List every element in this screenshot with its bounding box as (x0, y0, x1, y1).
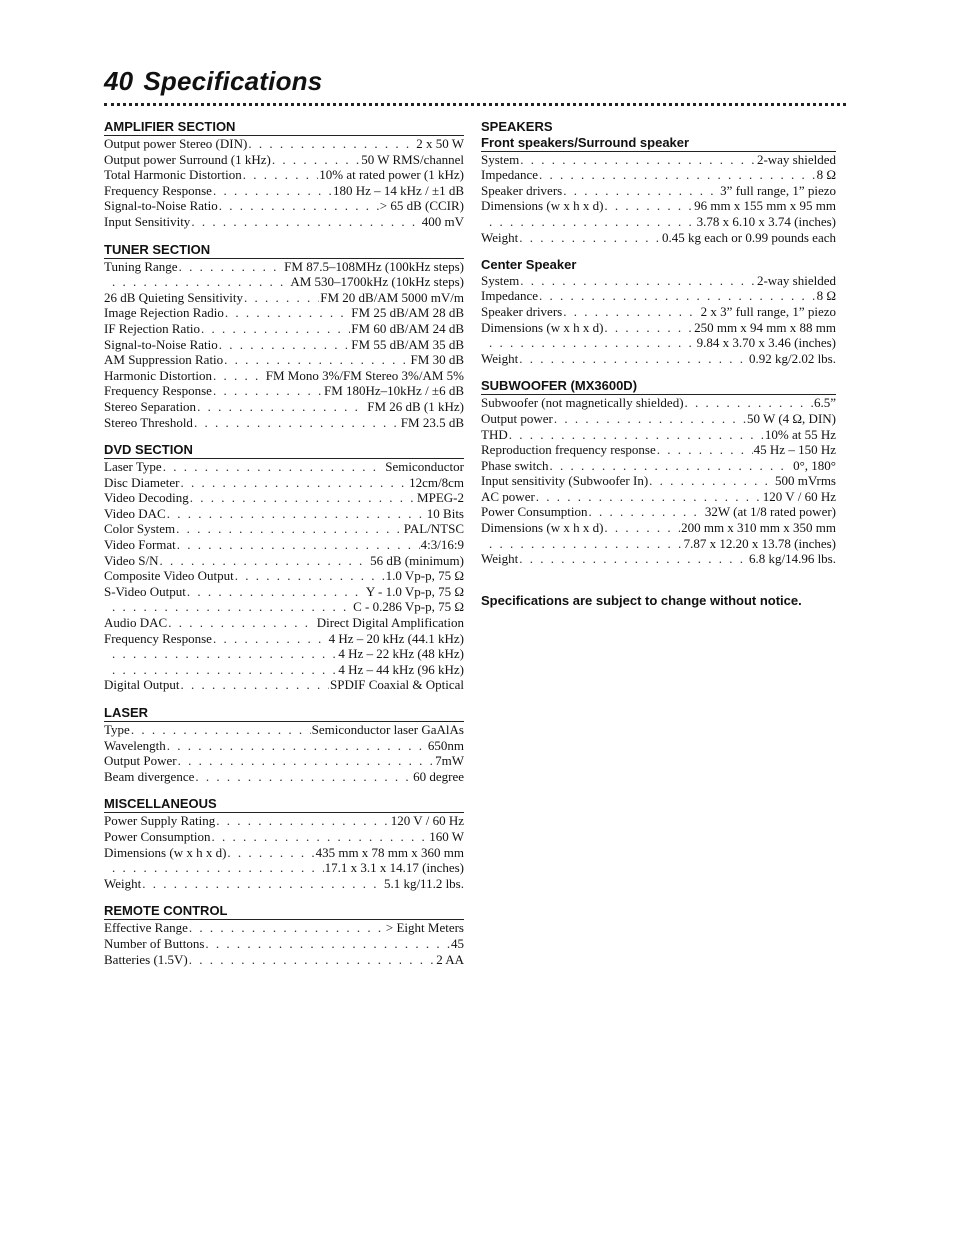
dot-leader (177, 537, 420, 553)
spec-value: FM 55 dB/AM 35 dB (351, 336, 464, 352)
spec-label: Frequency Response (104, 383, 212, 399)
spec-label: Weight (481, 229, 519, 245)
spec-row (104, 490, 464, 506)
spec-value: Direct Digital Amplification (316, 615, 464, 631)
spec-label: Wavelength (104, 737, 166, 753)
dot-leader (244, 290, 319, 306)
dot-leader (159, 553, 369, 569)
spec-label: Beam divergence (104, 768, 195, 784)
spec-label: Dimensions (w x h x d) (481, 319, 604, 335)
spec-value: Semiconductor laser GaAlAs (311, 722, 464, 737)
spec-value: 50 W RMS/channel (361, 151, 464, 167)
spec-row (104, 769, 464, 785)
spec-label: Digital Output (104, 677, 180, 693)
spec-value: FM 26 dB (1 kHz) (367, 398, 464, 414)
spec-label: Stereo Threshold (104, 414, 193, 430)
dot-leader (536, 489, 762, 505)
spec-label: AM Suppression Ratio (104, 352, 224, 368)
spec-row (481, 427, 836, 443)
dot-leader (190, 490, 416, 506)
dot-leader (539, 288, 816, 304)
section-heading-dvd-section: DVD SECTION (104, 442, 193, 458)
spec-label: Impedance (481, 288, 539, 304)
spec-row (104, 553, 464, 569)
spec-value: 12cm/8cm (409, 474, 464, 490)
spec-row (104, 829, 464, 845)
right-sections (481, 119, 836, 567)
spec-label: Effective Range (104, 920, 188, 936)
spec-row (104, 568, 464, 584)
spec-value: 50 W (4 Ω, DIN) (747, 410, 836, 426)
spec-label: Video Decoding (104, 490, 189, 506)
spec-row (104, 813, 464, 829)
dot-leader (243, 167, 319, 183)
dot-leader (563, 304, 699, 320)
spec-label: Weight (481, 551, 519, 567)
dot-leader (519, 351, 748, 367)
change-notice: Specifications are subject to change without notice. (481, 592, 802, 608)
spec-row (104, 305, 464, 321)
spec-value: 17.1 x 3.1 x 14.17 (inches) (324, 860, 464, 876)
section-heading-subwoofer-mx3600d: SUBWOOFER (MX3600D) (481, 378, 638, 394)
dot-leader (213, 383, 323, 399)
spec-label: Composite Video Output (104, 568, 234, 584)
spec-row (481, 198, 836, 214)
spec-value: 10% at 55 Hz (764, 426, 836, 442)
spec-label: Image Rejection Radio (104, 305, 224, 321)
spec-value: 5.1 kg/11.2 lbs. (383, 875, 464, 891)
spec-label: Dimensions (w x h x d) (481, 520, 604, 536)
spec-label: IF Rejection Ratio (104, 320, 201, 336)
spec-row (104, 952, 464, 968)
dot-leader (112, 274, 289, 290)
section-subwoofer-mx3600d (481, 378, 836, 567)
dot-leader (167, 506, 426, 522)
spec-value: 45 (451, 935, 464, 951)
spec-row (104, 183, 464, 199)
dot-leader (550, 458, 793, 474)
spec-value: 200 mm x 310 mm x 350 mm (681, 520, 836, 536)
dot-leader (201, 321, 350, 337)
spec-label: Batteries (1.5V) (104, 951, 188, 967)
spec-row (104, 860, 464, 876)
spec-row (104, 274, 464, 290)
spec-value: 650nm (427, 737, 464, 753)
dot-leader (604, 520, 680, 536)
dot-leader (131, 722, 311, 738)
section-remote-control (104, 903, 464, 967)
spec-label: Subwoofer (not magnetically shielded) (481, 395, 684, 411)
spec-label: Speaker drivers (481, 182, 563, 198)
spec-value: FM 25 dB/AM 28 dB (351, 305, 464, 321)
spec-row (481, 351, 836, 367)
spec-value: 0.45 kg each or 0.99 pounds each (661, 229, 836, 245)
spec-row (104, 321, 464, 337)
dot-leader (489, 536, 683, 552)
spec-row (104, 290, 464, 306)
spec-value: 6.5” (813, 395, 836, 411)
dot-leader (224, 352, 409, 368)
dot-leader (213, 368, 265, 384)
dot-leader (180, 677, 329, 693)
spec-value: Y - 1.0 Vp-p, 75 Ω (365, 583, 464, 599)
spec-value: 7.87 x 12.20 x 13.78 (inches) (683, 535, 836, 551)
spec-row (481, 411, 836, 427)
spec-row (481, 335, 836, 351)
spec-label: Stereo Separation (104, 398, 197, 414)
dot-leader (235, 568, 385, 584)
spec-row (104, 631, 464, 647)
spec-label: Audio DAC (104, 615, 168, 631)
spec-label: Video S/N (104, 552, 159, 568)
dot-leader (197, 399, 366, 415)
spec-label: Phase switch (481, 457, 549, 473)
dot-leader (657, 442, 753, 458)
section-dvd-section (104, 442, 464, 693)
spec-value: 4 Hz – 20 kHz (44.1 kHz) (328, 630, 464, 646)
dot-leader (195, 769, 412, 785)
section-heading-speakers: SPEAKERS (481, 119, 553, 134)
spec-value: 250 mm x 94 mm x 88 mm (694, 319, 836, 335)
dot-leader (189, 920, 385, 936)
dot-leader (509, 427, 764, 443)
spec-row (104, 214, 464, 230)
dot-leader (219, 337, 351, 353)
section-heading-amplifier-section: AMPLIFIER SECTION (104, 119, 236, 134)
spec-label: 26 dB Quieting Sensitivity (104, 289, 244, 305)
dot-leader (194, 415, 400, 431)
spec-row (104, 936, 464, 952)
spec-row (104, 537, 464, 553)
spec-value: FM 23.5 dB (400, 414, 464, 430)
spec-row (104, 383, 464, 399)
spec-value: 0.92 kg/2.02 lbs. (748, 350, 836, 366)
spec-row (104, 662, 464, 678)
spec-label: Total Harmonic Distortion (104, 167, 242, 183)
page-title (104, 66, 846, 97)
dot-leader (489, 214, 696, 230)
spec-row (481, 395, 836, 411)
spec-row (481, 520, 836, 536)
section-laser (104, 705, 464, 784)
right-column (481, 119, 836, 608)
spec-value: 96 mm x 155 mm x 95 mm (694, 198, 836, 214)
spec-label: Dimensions (w x h x d) (104, 844, 227, 860)
spec-row (104, 599, 464, 615)
dot-leader (248, 136, 415, 152)
dot-leader (520, 273, 756, 289)
dot-leader (539, 167, 816, 183)
spec-row (481, 320, 836, 336)
page-title-text: Specifications (143, 66, 323, 96)
spec-row (481, 288, 836, 304)
dot-leader (489, 335, 696, 351)
spec-value: 60 degree (413, 768, 464, 784)
spec-label: Disc Diameter (104, 474, 180, 490)
section-heading-tuner-section: TUNER SECTION (104, 241, 211, 257)
dot-leader (179, 259, 284, 275)
spec-row (104, 152, 464, 168)
dot-leader (112, 646, 337, 662)
spec-value: 9.84 x 3.70 x 3.46 (inches) (696, 335, 836, 351)
spec-row (104, 753, 464, 769)
spec-value: FM 60 dB/AM 24 dB (351, 320, 464, 336)
spec-row (104, 475, 464, 491)
dot-leader (189, 952, 435, 968)
spec-label: Frequency Response (104, 182, 212, 198)
dot-leader (272, 152, 360, 168)
spec-value: 4:3/16:9 (420, 537, 464, 553)
spec-value: 3” full range, 1” piezo (720, 182, 836, 198)
spec-value: Semiconductor (385, 459, 464, 475)
spec-row (104, 738, 464, 754)
spec-row (481, 304, 836, 320)
spec-row (104, 136, 464, 152)
spec-row (104, 415, 464, 431)
spec-label: Input sensitivity (Subwoofer In) (481, 473, 649, 489)
spec-value: 10% at rated power (1 kHz) (319, 167, 464, 183)
spec-value: MPEG-2 (417, 490, 464, 506)
spec-label: Impedance (481, 167, 539, 183)
dot-leader (227, 845, 314, 861)
spec-value: 2 x 50 W (416, 136, 464, 151)
spec-row (481, 167, 836, 183)
dot-leader (112, 860, 324, 876)
spec-value: 2 AA (436, 951, 464, 967)
spec-value: > Eight Meters (385, 920, 464, 936)
dot-leader (167, 738, 427, 754)
spec-value: 32W (at 1/8 rated power) (704, 504, 836, 520)
spec-label: Reproduction frequency response (481, 442, 656, 458)
spec-label: Output power (481, 410, 553, 426)
spec-value: 4 Hz – 22 kHz (48 kHz) (338, 646, 464, 662)
spec-row (104, 584, 464, 600)
spec-row (104, 259, 464, 275)
spec-label: Laser Type (104, 459, 162, 475)
section-tuner-section (104, 242, 464, 431)
spec-row (104, 352, 464, 368)
spec-label: AC power (481, 488, 535, 504)
spec-row (104, 615, 464, 631)
spec-value: FM Mono 3%/FM Stereo 3%/AM 5% (265, 367, 464, 383)
spec-value: 2 x 3” full range, 1” piezo (700, 303, 836, 319)
spec-label: Power Supply Rating (104, 813, 216, 829)
dot-leader (212, 829, 429, 845)
spec-value: C - 0.286 Vp-p, 75 Ω (353, 599, 464, 615)
dot-leader (176, 521, 403, 537)
spec-value: 0°, 180° (793, 457, 836, 473)
page-header (104, 66, 846, 97)
spec-label: THD (481, 426, 508, 442)
spec-value: PAL/NTSC (403, 521, 464, 537)
spec-value: 400 mV (421, 213, 464, 229)
dot-leader (219, 198, 379, 214)
spec-value: SPDIF Coaxial & Optical (330, 677, 464, 693)
spec-row (104, 198, 464, 214)
spec-label: Power Consumption (481, 504, 588, 520)
section-heading-remote-control: REMOTE CONTROL (104, 903, 228, 919)
spec-row (481, 442, 836, 458)
spec-row (104, 399, 464, 415)
subheading-front-speakers-surround-speaker: Front speakers/Surround speaker (481, 135, 836, 152)
spec-row (481, 152, 836, 168)
spec-row (481, 504, 836, 520)
page-number: 40 (104, 66, 134, 96)
spec-label: Signal-to-Noise Ratio (104, 336, 218, 352)
spec-value: 8 Ω (816, 288, 836, 304)
section-speakers (481, 119, 836, 366)
spec-row (104, 677, 464, 693)
spec-row (481, 273, 836, 289)
spec-label: Tuning Range (104, 258, 178, 274)
spec-value: 4 Hz – 44 kHz (96 kHz) (338, 661, 464, 677)
spec-row (104, 506, 464, 522)
dot-leader (213, 183, 332, 199)
spec-label: Output power Stereo (DIN) (104, 136, 248, 151)
section-heading-miscellaneous: MISCELLANEOUS (104, 796, 217, 812)
spec-row (104, 876, 464, 892)
spec-label: S-Video Output (104, 583, 186, 599)
spec-label: Type (104, 722, 130, 737)
spec-value: AM 530–1700kHz (10kHz steps) (290, 274, 464, 290)
spec-value: FM 20 dB/AM 5000 mV/m (320, 289, 464, 305)
spec-value: 45 Hz – 150 Hz (753, 442, 836, 458)
dot-leader (520, 152, 756, 168)
spec-value: 435 mm x 78 mm x 360 mm (315, 844, 464, 860)
spec-value: 120 V / 60 Hz (762, 488, 836, 504)
spec-value: 500 mVrms (775, 473, 836, 489)
dot-leader (205, 936, 450, 952)
dot-leader (589, 504, 704, 520)
dot-leader (180, 475, 408, 491)
spec-label: Frequency Response (104, 630, 212, 646)
dot-leader (563, 183, 719, 199)
spec-label: Weight (104, 875, 142, 891)
dot-leader (112, 599, 352, 615)
spec-label: Speaker drivers (481, 303, 563, 319)
dot-leader (604, 198, 693, 214)
spec-value: 2-way shielded (756, 151, 836, 167)
dot-leader (213, 631, 328, 647)
dot-leader (187, 584, 365, 600)
dot-leader (649, 473, 774, 489)
spec-row (481, 214, 836, 230)
spec-value: 8 Ω (816, 167, 836, 183)
spec-row (104, 459, 464, 475)
spec-label: Color System (104, 521, 176, 537)
spec-label: Input Sensitivity (104, 213, 191, 229)
spec-row (481, 536, 836, 552)
spec-row (104, 368, 464, 384)
spec-value: 160 W (429, 828, 464, 844)
spec-row (481, 230, 836, 246)
subheading-center-speaker: Center Speaker (481, 257, 577, 273)
spec-row (104, 920, 464, 936)
spec-row (481, 489, 836, 505)
spec-row (481, 551, 836, 567)
spec-value: 120 V / 60 Hz (390, 813, 464, 829)
spec-label: Power Consumption (104, 828, 211, 844)
section-miscellaneous (104, 796, 464, 891)
section-amplifier-section (104, 119, 464, 230)
spec-row (104, 337, 464, 353)
title-dotted-rule (104, 103, 846, 106)
spec-label: Video DAC (104, 505, 166, 521)
spec-value: FM 30 dB (410, 352, 464, 368)
spec-label: Video Format (104, 537, 176, 553)
spec-value: 7mW (435, 753, 464, 769)
spec-value: > 65 dB (CCIR) (379, 198, 464, 214)
dot-leader (216, 813, 390, 829)
spec-value: FM 87.5–108MHz (100kHz steps) (284, 258, 464, 274)
left-column (104, 119, 464, 979)
spec-value: 56 dB (minimum) (370, 552, 464, 568)
dot-leader (163, 459, 385, 475)
dot-leader (168, 615, 315, 631)
spec-value: 1.0 Vp-p, 75 Ω (385, 568, 464, 584)
spec-label: Output power Surround (1 kHz) (104, 151, 271, 167)
spec-row (104, 521, 464, 537)
spec-label: Output Power (104, 753, 177, 769)
spec-row (104, 167, 464, 183)
dot-leader (178, 753, 435, 769)
spec-label: Signal-to-Noise Ratio (104, 198, 218, 214)
spec-value: 2-way shielded (756, 272, 836, 288)
spec-value: 3.78 x 6.10 x 3.74 (inches) (696, 213, 836, 229)
dot-leader (225, 305, 350, 321)
spec-label: Harmonic Distortion (104, 367, 212, 383)
spec-value: 6.8 kg/14.96 lbs. (748, 551, 836, 567)
spec-row (104, 845, 464, 861)
spec-label: System (481, 272, 520, 288)
spec-label: Weight (481, 350, 519, 366)
section-heading-laser: LASER (104, 705, 149, 720)
spec-value: 180 Hz – 14 kHz / ±1 dB (333, 182, 464, 198)
spec-label: System (481, 151, 520, 167)
dot-leader (191, 214, 420, 230)
spec-value: FM 180Hz–10kHz / ±6 dB (323, 383, 464, 399)
spec-row (104, 646, 464, 662)
spec-row (481, 458, 836, 474)
dot-leader (554, 411, 746, 427)
dot-leader (519, 230, 661, 246)
dot-leader (685, 395, 813, 411)
dot-leader (112, 662, 337, 678)
dot-leader (142, 876, 383, 892)
dot-leader (519, 551, 748, 567)
dot-leader (604, 320, 693, 336)
spec-row (481, 183, 836, 199)
spec-row (104, 722, 464, 738)
spec-label: Number of Buttons (104, 935, 205, 951)
spec-label: Dimensions (w x h x d) (481, 198, 604, 214)
spec-value: 10 Bits (426, 505, 464, 521)
spec-row (481, 473, 836, 489)
